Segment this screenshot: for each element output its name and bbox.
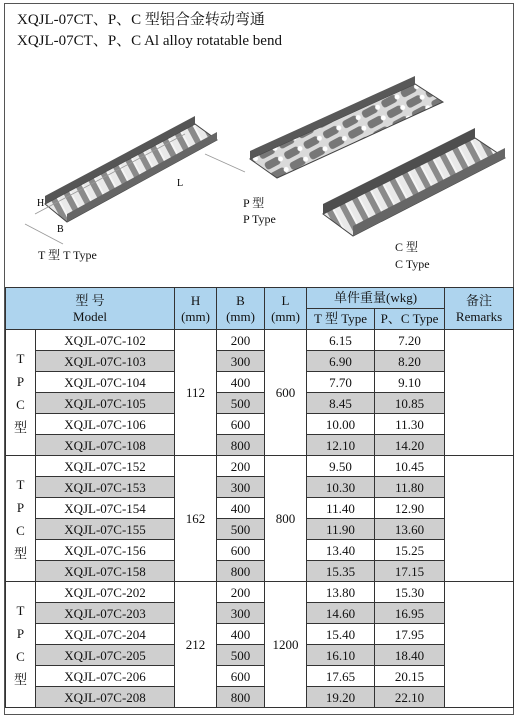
- table-row: [6, 582, 514, 603]
- page-title: XQJL-07CT、P、C 型铝合金转动弯通: [17, 12, 265, 28]
- spec-table-header: [6, 288, 514, 330]
- model-cell: XQJL-07C-108: [36, 435, 175, 456]
- model-cell: XQJL-07C-155: [36, 519, 175, 540]
- pc-weight-cell: 11.30: [375, 414, 445, 435]
- type-group-char: 型: [13, 545, 27, 561]
- table-row: [6, 603, 514, 624]
- h-cell: 112: [175, 330, 217, 456]
- h-header-label: H: [190, 292, 201, 308]
- dim-b-label: B: [57, 224, 64, 235]
- pc-weight-cell: 13.60: [375, 519, 445, 540]
- b-cell: 300: [217, 477, 265, 498]
- model-header: [6, 288, 175, 330]
- model-cell: XQJL-07C-202: [36, 582, 175, 603]
- b-cell: 400: [217, 498, 265, 519]
- h-header: [175, 288, 217, 330]
- b-cell: 400: [217, 372, 265, 393]
- model-cell: XQJL-07C-153: [36, 477, 175, 498]
- model-header-en: Model: [73, 308, 107, 324]
- t-weight-cell: 6.90: [307, 351, 375, 372]
- model-header-cn: 型 号: [75, 292, 105, 308]
- t-weight-cell: 16.10: [307, 645, 375, 666]
- spec-table: [5, 287, 514, 708]
- table-row: [6, 498, 514, 519]
- table-row: [6, 330, 514, 351]
- page-subtitle: XQJL-07CT、P、C Al alloy rotatable bend: [17, 33, 282, 49]
- table-row: [6, 351, 514, 372]
- spec-table-body: [6, 330, 514, 708]
- c-type-label-cn: C 型: [395, 240, 419, 254]
- p-type-label-en: P Type: [243, 212, 276, 226]
- l-header: [265, 288, 307, 330]
- b-cell: 200: [217, 456, 265, 477]
- remarks-header-en: Remarks: [455, 308, 503, 324]
- pc-weight-cell: 14.20: [375, 435, 445, 456]
- remarks-cell: [445, 582, 514, 708]
- pc-weight-cell: 15.30: [375, 582, 445, 603]
- h-cell: 162: [175, 456, 217, 582]
- b-header-unit: (mm): [226, 308, 255, 324]
- table-row: [6, 372, 514, 393]
- model-cell: XQJL-07C-203: [36, 603, 175, 624]
- table-row: [6, 687, 514, 708]
- pc-weight-cell: 16.95: [375, 603, 445, 624]
- t-weight-cell: 17.65: [307, 666, 375, 687]
- type-group-char: C: [16, 396, 25, 412]
- t-weight-cell: 9.50: [307, 456, 375, 477]
- table-row: [6, 624, 514, 645]
- model-cell: XQJL-07C-158: [36, 561, 175, 582]
- pc-weight-cell: 15.25: [375, 540, 445, 561]
- model-cell: XQJL-07C-102: [36, 330, 175, 351]
- b-header-label: B: [236, 292, 245, 308]
- model-cell: XQJL-07C-208: [36, 687, 175, 708]
- remarks-cell: [445, 330, 514, 456]
- l-cell: 600: [265, 330, 307, 456]
- pc-weight-cell: 18.40: [375, 645, 445, 666]
- table-row: [6, 456, 514, 477]
- b-cell: 600: [217, 414, 265, 435]
- l-header-label: L: [281, 292, 290, 308]
- remarks-header: [445, 288, 514, 330]
- t-type-tray-image: [25, 116, 245, 244]
- b-cell: 300: [217, 351, 265, 372]
- model-cell: XQJL-07C-106: [36, 414, 175, 435]
- b-cell: 200: [217, 330, 265, 351]
- b-cell: 800: [217, 561, 265, 582]
- t-weight-cell: 19.20: [307, 687, 375, 708]
- t-weight-cell: 15.35: [307, 561, 375, 582]
- t-weight-cell: 14.60: [307, 603, 375, 624]
- pc-weight-cell: 12.90: [375, 498, 445, 519]
- dim-h-label: H: [37, 198, 45, 209]
- type-group-char: T: [16, 350, 25, 366]
- type-group-char: P: [16, 625, 25, 641]
- model-cell: XQJL-07C-152: [36, 456, 175, 477]
- pc-weight-cell: 10.85: [375, 393, 445, 414]
- type-group-label: [6, 582, 36, 708]
- type-group-char: P: [16, 499, 25, 515]
- type-group-char: P: [16, 373, 25, 389]
- type-group-label: [6, 456, 36, 582]
- b-header: [217, 288, 265, 330]
- table-row: [6, 666, 514, 687]
- t-weight-cell: 11.90: [307, 519, 375, 540]
- b-cell: 500: [217, 519, 265, 540]
- t-weight-cell: 10.00: [307, 414, 375, 435]
- t-weight-cell: 8.45: [307, 393, 375, 414]
- pc-weight-cell: 11.80: [375, 477, 445, 498]
- spec-sheet: [4, 3, 514, 715]
- pc-type-header: P、C Type: [375, 309, 445, 330]
- type-group-label: [6, 330, 36, 456]
- l-cell: 800: [265, 456, 307, 582]
- product-illustration: [5, 54, 513, 288]
- p-type-label-cn: P 型: [243, 196, 265, 210]
- model-cell: XQJL-07C-154: [36, 498, 175, 519]
- l-cell: 1200: [265, 582, 307, 708]
- type-group-char: C: [16, 522, 25, 538]
- table-row: [6, 435, 514, 456]
- remarks-cell: [445, 456, 514, 582]
- type-group-char: T: [16, 602, 25, 618]
- remarks-header-cn: 备注: [466, 292, 493, 308]
- table-row: [6, 519, 514, 540]
- pc-weight-cell: 7.20: [375, 330, 445, 351]
- table-row: [6, 477, 514, 498]
- b-cell: 600: [217, 540, 265, 561]
- t-weight-cell: 15.40: [307, 624, 375, 645]
- model-cell: XQJL-07C-103: [36, 351, 175, 372]
- pc-weight-cell: 10.45: [375, 456, 445, 477]
- weight-header: 单件重量(wkg): [307, 288, 445, 309]
- model-cell: XQJL-07C-104: [36, 372, 175, 393]
- model-cell: XQJL-07C-205: [36, 645, 175, 666]
- t-type-header: T 型 Type: [307, 309, 375, 330]
- t-weight-cell: 11.40: [307, 498, 375, 519]
- dim-l-label: L: [177, 178, 184, 189]
- b-cell: 300: [217, 603, 265, 624]
- pc-weight-cell: 22.10: [375, 687, 445, 708]
- b-cell: 600: [217, 666, 265, 687]
- model-cell: XQJL-07C-204: [36, 624, 175, 645]
- table-row: [6, 645, 514, 666]
- model-cell: XQJL-07C-206: [36, 666, 175, 687]
- type-group-char: C: [16, 648, 25, 664]
- table-row: [6, 393, 514, 414]
- model-cell: XQJL-07C-156: [36, 540, 175, 561]
- b-cell: 200: [217, 582, 265, 603]
- model-cell: XQJL-07C-105: [36, 393, 175, 414]
- t-weight-cell: 10.30: [307, 477, 375, 498]
- b-cell: 800: [217, 435, 265, 456]
- t-weight-cell: 12.10: [307, 435, 375, 456]
- b-cell: 400: [217, 624, 265, 645]
- t-weight-cell: 7.70: [307, 372, 375, 393]
- type-group-char: T: [16, 476, 25, 492]
- pc-weight-cell: 17.15: [375, 561, 445, 582]
- t-weight-cell: 13.40: [307, 540, 375, 561]
- table-row: [6, 540, 514, 561]
- h-header-unit: (mm): [181, 308, 210, 324]
- t-weight-cell: 6.15: [307, 330, 375, 351]
- t-weight-cell: 13.80: [307, 582, 375, 603]
- table-row: [6, 414, 514, 435]
- pc-weight-cell: 9.10: [375, 372, 445, 393]
- pc-weight-cell: 17.95: [375, 624, 445, 645]
- b-cell: 500: [217, 645, 265, 666]
- pc-weight-cell: 20.15: [375, 666, 445, 687]
- type-group-char: 型: [13, 419, 27, 435]
- type-group-char: 型: [13, 671, 27, 687]
- t-type-label: T 型 T Type: [38, 248, 97, 262]
- b-cell: 500: [217, 393, 265, 414]
- table-row: [6, 561, 514, 582]
- b-cell: 800: [217, 687, 265, 708]
- pc-weight-cell: 8.20: [375, 351, 445, 372]
- h-cell: 212: [175, 582, 217, 708]
- l-header-unit: (mm): [271, 308, 300, 324]
- c-type-label-en: C Type: [395, 257, 430, 271]
